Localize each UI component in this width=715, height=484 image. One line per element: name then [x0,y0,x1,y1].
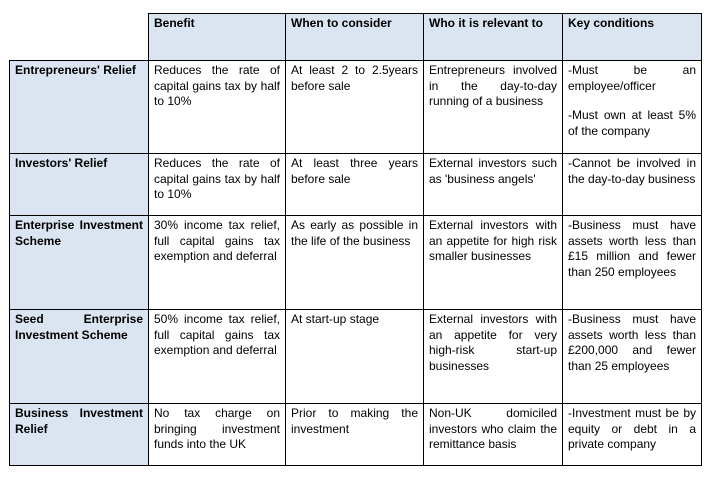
tax-relief-table [9,13,702,466]
condition-text: -Must be an employee/officer [568,63,696,93]
conditions-cell [563,404,702,466]
row-label: Investors' Relief [10,154,149,216]
benefit-cell: Reduces the rate of capital gains tax by half to 10% [149,61,286,154]
conditions-cell [563,154,702,216]
row-label: Enterprise Investment Scheme [10,216,149,310]
header-when-to-consider: When to consider [286,14,424,61]
who-cell: Entrepreneurs involved in the day-to-day running of a business [424,61,563,154]
table-row [10,310,702,404]
header-who-relevant: Who it is relevant to [424,14,563,61]
condition-text: -Must own at least 5% of the company [568,108,696,138]
when-cell: Prior to making the investment [286,404,424,466]
row-label: Seed Enterprise Investment Scheme [10,310,149,404]
benefit-cell: Reduces the rate of capital gains tax by half to 10% [149,154,286,216]
who-cell: External investors with an appetite for very high-risk start-up businesses [424,310,563,404]
table-row [10,404,702,466]
table-row [10,154,702,216]
when-cell: At least 2 to 2.5years before sale [286,61,424,154]
condition-text: -Business must have assets worth less than £15 million and fewer than 250 employees [568,218,696,279]
benefit-cell: No tax charge on bringing investment funds into the UK [149,404,286,466]
condition-text: -Investment must be by equity or debt in a private company [568,406,696,452]
conditions-cell [563,310,702,404]
table-row [10,216,702,310]
row-label: Entrepreneurs' Relief [10,61,149,154]
who-cell: External investors with an appetite for high risk smaller businesses [424,216,563,310]
condition-text: -Business must have assets worth less than £200,000 and fewer than 25 employees [568,312,696,373]
when-cell: At start-up stage [286,310,424,404]
header-row [10,14,702,61]
benefit-cell: 30% income tax relief, full capital gains tax exemption and deferral [149,216,286,310]
when-cell: As early as possible in the life of the business [286,216,424,310]
who-cell: External investors such as 'business angels' [424,154,563,216]
condition-text: -Cannot be involved in the day-to-day business [568,156,696,186]
header-key-conditions: Key conditions [563,14,702,61]
who-cell: Non-UK domiciled investors who claim the remittance basis [424,404,563,466]
conditions-cell [563,216,702,310]
row-label: Business Investment Relief [10,404,149,466]
when-cell: At least three years before sale [286,154,424,216]
table-row [10,61,702,154]
header-corner-cell [10,14,149,61]
conditions-cell [563,61,702,154]
header-benefit: Benefit [149,14,286,61]
benefit-cell: 50% income tax relief, full capital gains tax exemption and deferral [149,310,286,404]
